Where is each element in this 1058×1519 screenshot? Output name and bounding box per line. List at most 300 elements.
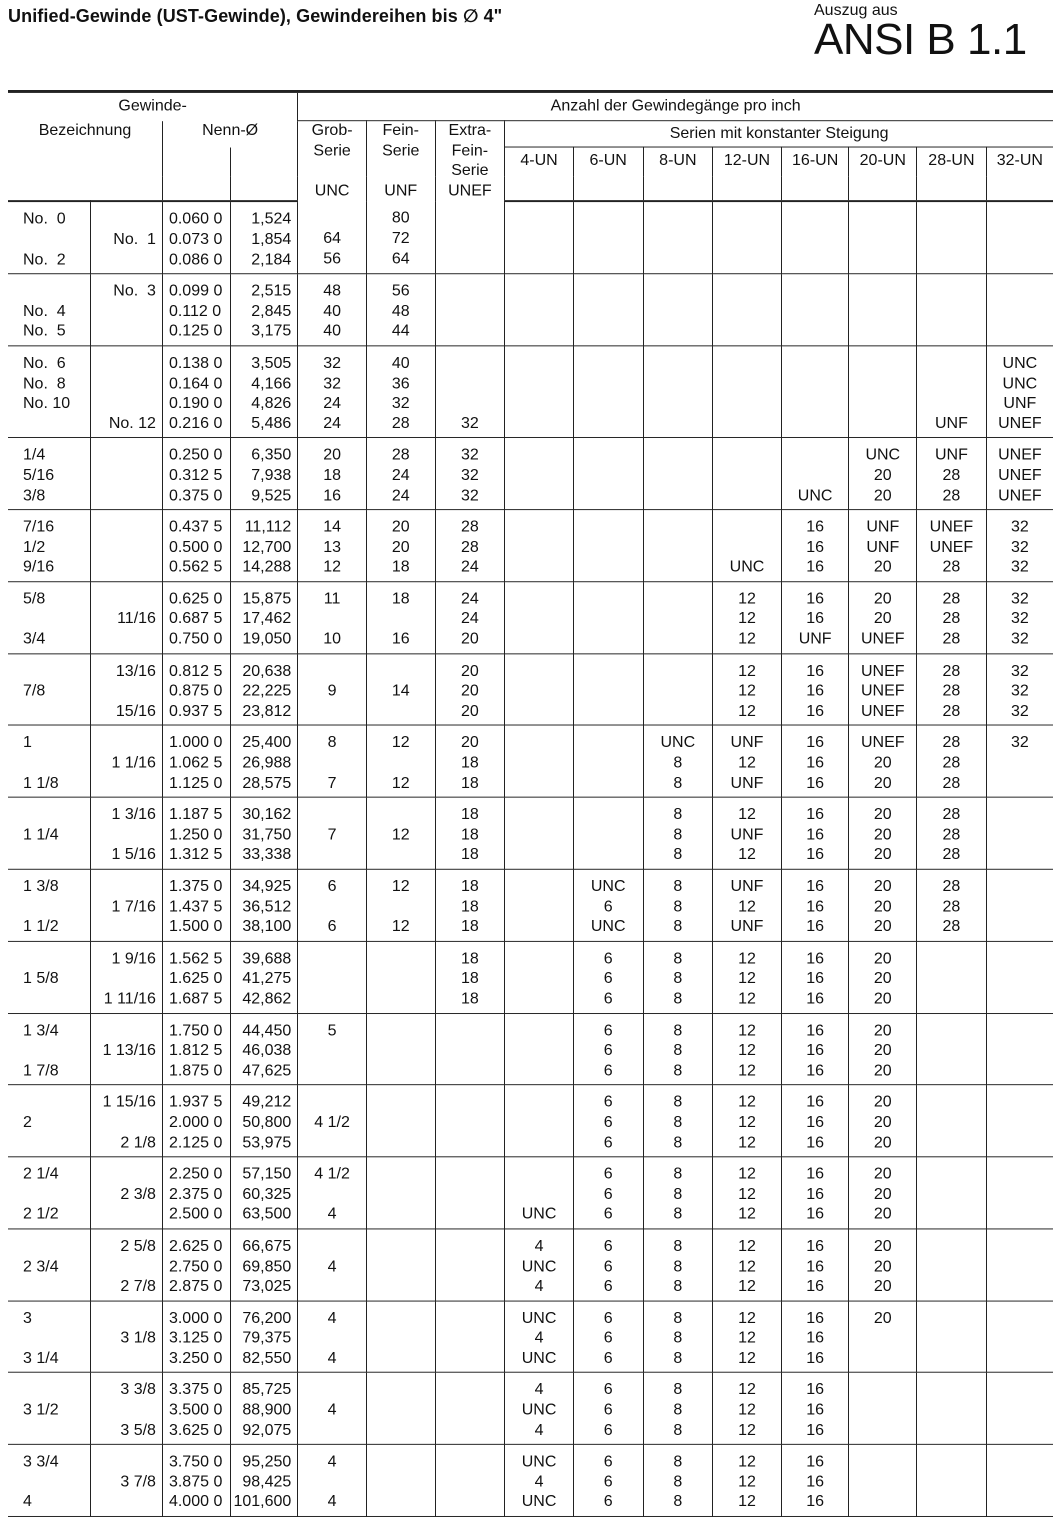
un8-tpi-cell bbox=[643, 654, 713, 726]
un20-tpi-value bbox=[849, 374, 916, 394]
unf-tpi-value: 24 bbox=[391, 467, 410, 484]
unf-tpi-value bbox=[367, 990, 435, 1010]
table-row bbox=[8, 510, 1053, 582]
header-mm-cell bbox=[230, 147, 298, 201]
header-4-un: 4-UN bbox=[505, 147, 574, 201]
designation-col2-value bbox=[91, 826, 156, 846]
designation-col1-value: 2 3/4 bbox=[23, 1258, 59, 1275]
nominal-inch-value: 1.000 0 bbox=[168, 734, 223, 752]
nominal-mm-value: 38,100 bbox=[242, 918, 292, 936]
un6-tpi-value: UNC bbox=[590, 878, 626, 896]
unef-tpi-cell bbox=[435, 1445, 505, 1517]
un20-tpi-value: UNEF bbox=[860, 631, 905, 648]
unef-tpi-cell bbox=[435, 510, 505, 582]
un8-tpi-value bbox=[644, 322, 713, 342]
unf-tpi-value bbox=[367, 970, 435, 990]
un6-tpi-value bbox=[574, 394, 643, 414]
nominal-mm-cell bbox=[230, 438, 298, 510]
designation-col2-value: No. 1 bbox=[113, 231, 156, 248]
un4-tpi-value bbox=[505, 610, 573, 630]
designation-col1-value: 1 7/8 bbox=[23, 1062, 59, 1080]
nominal-mm-value: 44,450 bbox=[242, 1022, 292, 1039]
un16-tpi-value: 16 bbox=[806, 774, 825, 792]
un8-tpi-value: 8 bbox=[673, 898, 683, 916]
un16-tpi-value: 16 bbox=[806, 702, 825, 720]
un6-tpi-cell bbox=[573, 1301, 643, 1373]
unf-tpi-value: 12 bbox=[391, 734, 410, 752]
unf-tpi-value: 56 bbox=[391, 283, 410, 300]
unef-tpi-value bbox=[436, 1473, 505, 1493]
designation-col1-value bbox=[23, 949, 90, 969]
unef-tpi-value: 20 bbox=[460, 631, 479, 648]
un4-tpi-value bbox=[505, 1093, 573, 1113]
un28-tpi-value bbox=[917, 990, 986, 1010]
unef-tpi-value bbox=[436, 1113, 505, 1133]
un28-tpi-value bbox=[917, 1093, 986, 1113]
table-body bbox=[8, 201, 1053, 1516]
un20-tpi-cell bbox=[849, 1445, 917, 1517]
designation-col2-value bbox=[91, 302, 156, 322]
un20-tpi-cell bbox=[849, 438, 917, 510]
un28-tpi-value: 28 bbox=[942, 631, 961, 648]
nominal-inch-value: 2.000 0 bbox=[168, 1114, 223, 1131]
unef-tpi-value bbox=[436, 229, 505, 249]
un20-tpi-value: 20 bbox=[873, 1042, 892, 1060]
nominal-mm-value: 3,175 bbox=[251, 323, 292, 340]
unc-tpi-cell bbox=[298, 1229, 367, 1301]
un32-tpi-cell bbox=[986, 438, 1053, 510]
un20-tpi-value: 20 bbox=[873, 950, 892, 968]
un20-tpi-value: UNF bbox=[866, 518, 900, 536]
unf-tpi-value bbox=[367, 1113, 435, 1133]
header-coarse: Grob- Serie UNC bbox=[298, 121, 367, 202]
un12-tpi-value: 12 bbox=[738, 1094, 756, 1111]
un28-tpi-value: UNEF bbox=[929, 539, 974, 556]
header-20-un: 20-UN bbox=[849, 147, 917, 201]
un28-tpi-value: 28 bbox=[942, 806, 961, 824]
designation-col2-cell bbox=[91, 1301, 163, 1373]
unf-tpi-value: 12 bbox=[391, 918, 410, 936]
designation-col2-value: 1 13/16 bbox=[102, 1042, 156, 1060]
nominal-mm-cell bbox=[230, 1373, 298, 1445]
designation-col2-value bbox=[91, 1113, 156, 1133]
unf-tpi-cell bbox=[366, 1013, 435, 1085]
un4-tpi-value bbox=[505, 590, 573, 610]
designation-col1-value: 3 1/2 bbox=[23, 1402, 59, 1419]
nominal-mm-value: 42,862 bbox=[242, 990, 292, 1008]
nominal-inch-value: 3.250 0 bbox=[168, 1350, 223, 1367]
nominal-mm-value: 20,638 bbox=[242, 662, 292, 680]
header-12-un: 12-UN bbox=[713, 147, 782, 201]
unc-tpi-cell bbox=[298, 941, 367, 1013]
un4-tpi-value: UNC bbox=[521, 1402, 557, 1419]
un32-tpi-cell bbox=[986, 1229, 1053, 1301]
un28-tpi-value bbox=[917, 1185, 986, 1205]
un8-tpi-value: 8 bbox=[673, 918, 683, 936]
page-title: Unified-Gewinde (UST-Gewinde), Gewindereihen bis ∅ 4" bbox=[8, 6, 503, 26]
un4-tpi-cell bbox=[505, 438, 574, 510]
nominal-mm-value: 36,512 bbox=[242, 898, 292, 916]
unc-tpi-value bbox=[298, 846, 366, 866]
un32-tpi-value bbox=[987, 1165, 1053, 1185]
un8-tpi-value: 8 bbox=[673, 1114, 683, 1131]
unef-tpi-value: 32 bbox=[460, 415, 479, 432]
un16-tpi-value: 16 bbox=[806, 1062, 825, 1080]
un16-tpi-value bbox=[782, 374, 849, 394]
unef-tpi-value bbox=[436, 1185, 505, 1205]
unc-tpi-value bbox=[298, 970, 366, 990]
un6-tpi-value: 6 bbox=[603, 1350, 613, 1367]
unc-tpi-value bbox=[298, 1185, 366, 1205]
un4-tpi-value bbox=[505, 949, 573, 969]
un6-tpi-cell bbox=[573, 274, 643, 346]
un12-tpi-cell bbox=[713, 201, 782, 273]
un6-tpi-value: 6 bbox=[603, 1493, 613, 1511]
unef-tpi-value bbox=[436, 1257, 505, 1277]
unf-tpi-value: 20 bbox=[391, 518, 410, 536]
nominal-inch-value: 3.000 0 bbox=[168, 1310, 223, 1327]
unc-tpi-value bbox=[298, 1093, 366, 1113]
nominal-mm-value: 50,800 bbox=[242, 1114, 292, 1131]
nominal-inch-value: 0.164 0 bbox=[168, 375, 223, 392]
unef-tpi-cell bbox=[435, 438, 505, 510]
un32-tpi-cell bbox=[986, 582, 1053, 654]
unef-tpi-value: 32 bbox=[460, 467, 479, 484]
un16-tpi-value: 16 bbox=[806, 1206, 825, 1223]
un20-tpi-value: 20 bbox=[873, 846, 892, 864]
header-nominal-diameter: Nenn-Ø bbox=[162, 121, 297, 147]
un16-tpi-value: 16 bbox=[806, 1473, 825, 1491]
un16-tpi-value: 16 bbox=[806, 990, 825, 1008]
un12-tpi-cell bbox=[713, 274, 782, 346]
unef-tpi-cell bbox=[435, 1013, 505, 1085]
un12-tpi-value bbox=[713, 374, 781, 394]
unef-tpi-cell bbox=[435, 346, 505, 438]
designation-col2-cell bbox=[91, 1013, 163, 1085]
table-row bbox=[8, 941, 1053, 1013]
un4-tpi-value bbox=[505, 322, 573, 342]
designation-col2-value: 1 3/16 bbox=[111, 806, 156, 824]
un32-tpi-cell bbox=[986, 941, 1053, 1013]
un12-tpi-value: 12 bbox=[738, 631, 756, 648]
un12-tpi-value: 12 bbox=[738, 682, 756, 700]
un32-tpi-value bbox=[987, 1021, 1053, 1041]
designation-col2-cell bbox=[91, 1085, 163, 1157]
nominal-mm-value: 63,500 bbox=[242, 1206, 292, 1223]
table-row bbox=[8, 869, 1053, 941]
un8-tpi-cell bbox=[643, 582, 713, 654]
unf-tpi-value bbox=[367, 1133, 435, 1153]
unf-tpi-cell bbox=[366, 274, 435, 346]
unc-tpi-value: 5 bbox=[327, 1022, 337, 1039]
unef-tpi-cell bbox=[435, 1157, 505, 1229]
unf-tpi-cell bbox=[366, 1445, 435, 1517]
unef-tpi-value: 20 bbox=[460, 702, 479, 720]
un4-tpi-value bbox=[505, 210, 573, 230]
un6-tpi-cell bbox=[573, 1157, 643, 1229]
unc-tpi-value: 4 bbox=[327, 1493, 337, 1511]
unc-tpi-value: 4 1/2 bbox=[314, 1114, 350, 1131]
un28-tpi-value bbox=[917, 1257, 986, 1277]
un6-tpi-value: 6 bbox=[603, 1022, 613, 1039]
un32-tpi-value bbox=[987, 826, 1053, 846]
un32-tpi-value: UNEF bbox=[998, 415, 1042, 432]
un20-tpi-value bbox=[849, 394, 916, 414]
un16-tpi-value: 16 bbox=[806, 1022, 825, 1039]
unf-tpi-cell bbox=[366, 201, 435, 273]
unf-tpi-value: 80 bbox=[391, 210, 410, 227]
un8-tpi-value bbox=[644, 302, 713, 322]
un32-tpi-value bbox=[987, 250, 1053, 270]
nominal-mm-cell bbox=[230, 869, 298, 941]
unf-tpi-value bbox=[367, 1329, 435, 1349]
un28-tpi-value: 28 bbox=[942, 559, 961, 576]
un20-tpi-value bbox=[849, 1453, 916, 1473]
unc-tpi-value bbox=[298, 990, 366, 1010]
un4-tpi-cell bbox=[505, 274, 574, 346]
un20-tpi-cell bbox=[849, 654, 917, 726]
un8-tpi-cell bbox=[643, 1445, 713, 1517]
table-row bbox=[8, 1445, 1053, 1517]
unc-tpi-value: 64 bbox=[323, 230, 341, 247]
nominal-inch-value: 3.750 0 bbox=[168, 1453, 223, 1471]
designation-col1-value bbox=[23, 1093, 90, 1113]
unef-tpi-value: 24 bbox=[460, 610, 479, 628]
un8-tpi-cell bbox=[643, 1085, 713, 1157]
un12-tpi-cell bbox=[713, 1013, 782, 1085]
unef-tpi-value: 18 bbox=[460, 878, 479, 896]
un16-tpi-value bbox=[782, 466, 849, 486]
unef-tpi-cell bbox=[435, 1085, 505, 1157]
source-excerpt-label: Auszug aus bbox=[814, 2, 898, 19]
designation-col1-value: No. 5 bbox=[23, 323, 66, 340]
designation-col2-value bbox=[91, 1205, 156, 1225]
unef-tpi-value bbox=[436, 354, 505, 374]
designation-col1-value bbox=[23, 1329, 90, 1349]
unf-tpi-value bbox=[367, 1093, 435, 1113]
unf-tpi-cell bbox=[366, 346, 435, 438]
un16-tpi-cell bbox=[781, 1445, 849, 1517]
nominal-mm-cell bbox=[230, 797, 298, 869]
un28-tpi-value: 28 bbox=[942, 826, 961, 844]
unef-tpi-cell bbox=[435, 1229, 505, 1301]
nominal-inch-value: 1.875 0 bbox=[168, 1062, 223, 1080]
header-fine: Fein- Serie UNF bbox=[366, 121, 435, 202]
nominal-inch-value: 1.687 5 bbox=[168, 990, 223, 1008]
un6-tpi-value bbox=[574, 682, 643, 702]
nominal-inch-value: 2.875 0 bbox=[168, 1278, 223, 1295]
un32-tpi-value bbox=[987, 1205, 1053, 1225]
un6-tpi-value bbox=[574, 354, 643, 374]
un8-tpi-value: 8 bbox=[673, 1042, 683, 1060]
un28-tpi-value bbox=[917, 1473, 986, 1493]
nominal-mm-value: 28,575 bbox=[242, 774, 292, 792]
un12-tpi-value: 12 bbox=[738, 702, 756, 720]
unc-tpi-value: 4 1/2 bbox=[314, 1166, 350, 1183]
un16-tpi-value bbox=[782, 250, 849, 270]
un12-tpi-cell bbox=[713, 1445, 782, 1517]
un28-tpi-value: 28 bbox=[942, 734, 961, 752]
un16-tpi-value: 16 bbox=[806, 826, 825, 844]
un32-tpi-value bbox=[987, 1062, 1053, 1082]
designation-col2-value bbox=[91, 1257, 156, 1277]
un4-tpi-value bbox=[505, 374, 573, 394]
un32-tpi-value bbox=[987, 302, 1053, 322]
un6-tpi-value: 6 bbox=[603, 1310, 613, 1327]
designation-col1-cell bbox=[8, 725, 91, 797]
un8-tpi-value: 8 bbox=[673, 1278, 683, 1295]
un6-tpi-value: 6 bbox=[603, 1186, 613, 1203]
unf-tpi-value: 12 bbox=[391, 774, 410, 792]
unc-tpi-value: 7 bbox=[327, 826, 337, 844]
designation-col2-cell bbox=[91, 201, 163, 273]
un12-tpi-value: 12 bbox=[738, 1381, 756, 1399]
designation-col2-value bbox=[91, 1349, 156, 1369]
un16-tpi-value: 16 bbox=[806, 539, 825, 556]
unf-tpi-cell bbox=[366, 1229, 435, 1301]
nominal-mm-value: 1,524 bbox=[251, 211, 292, 228]
designation-col2-value bbox=[91, 374, 156, 394]
nominal-mm-value: 57,150 bbox=[242, 1166, 292, 1183]
nominal-inch-value: 0.086 0 bbox=[168, 251, 223, 268]
un28-tpi-value: 28 bbox=[942, 682, 961, 700]
un16-tpi-value: 16 bbox=[806, 682, 825, 700]
un4-tpi-value: UNC bbox=[521, 1453, 557, 1471]
designation-col2-value: No. 12 bbox=[108, 415, 156, 432]
unc-tpi-value bbox=[298, 209, 366, 229]
un28-tpi-value bbox=[917, 250, 986, 270]
table-row bbox=[8, 582, 1053, 654]
un8-tpi-value bbox=[644, 210, 713, 230]
un4-tpi-value bbox=[505, 1165, 573, 1185]
unf-tpi-value: 18 bbox=[391, 559, 410, 576]
un12-tpi-cell bbox=[713, 1301, 782, 1373]
designation-col1-value: 1/2 bbox=[23, 539, 46, 556]
unc-tpi-value bbox=[298, 702, 366, 722]
nominal-inch-value: 0.312 5 bbox=[168, 467, 223, 484]
un32-tpi-value bbox=[987, 1113, 1053, 1133]
un4-tpi-value bbox=[505, 734, 573, 754]
designation-col2-value bbox=[91, 918, 156, 938]
nominal-mm-cell bbox=[230, 725, 298, 797]
header-extra-fine: Extra- Fein- Serie UNEF bbox=[435, 121, 505, 202]
designation-col2-value: 1 7/16 bbox=[111, 898, 156, 916]
un20-tpi-value: 20 bbox=[873, 898, 892, 916]
un32-tpi-value bbox=[987, 918, 1053, 938]
un16-tpi-value: 16 bbox=[806, 1258, 825, 1275]
un32-tpi-value bbox=[987, 990, 1053, 1010]
un6-tpi-cell bbox=[573, 346, 643, 438]
un8-tpi-value bbox=[644, 518, 713, 538]
unef-tpi-value bbox=[436, 1277, 505, 1297]
un28-tpi-value bbox=[917, 949, 986, 969]
un16-tpi-value: 16 bbox=[806, 1330, 825, 1347]
designation-col2-value bbox=[91, 354, 156, 374]
un20-tpi-cell bbox=[849, 1085, 917, 1157]
un12-tpi-value: 12 bbox=[738, 1473, 756, 1491]
un8-tpi-value bbox=[644, 682, 713, 702]
header-designation: Bezeichnung bbox=[8, 121, 162, 202]
unc-tpi-cell bbox=[298, 510, 367, 582]
unef-tpi-value bbox=[436, 209, 505, 229]
designation-col1-value: 3 bbox=[23, 1310, 32, 1327]
unc-tpi-cell bbox=[298, 438, 367, 510]
un8-tpi-value: 8 bbox=[673, 1330, 683, 1347]
nominal-inch-value: 1.125 0 bbox=[168, 774, 223, 792]
unf-tpi-cell bbox=[366, 1157, 435, 1229]
unf-tpi-value bbox=[367, 1205, 435, 1225]
unf-tpi-value bbox=[367, 806, 435, 826]
un8-tpi-value: 8 bbox=[673, 950, 683, 968]
designation-col2-value bbox=[91, 630, 156, 650]
un6-tpi-value: 6 bbox=[603, 1278, 613, 1295]
un20-tpi-value: 20 bbox=[873, 1134, 892, 1151]
nominal-mm-value: 33,338 bbox=[242, 846, 292, 864]
standard-name: ANSI B 1.1 bbox=[814, 15, 1027, 64]
un16-tpi-value: 16 bbox=[806, 846, 825, 864]
un4-tpi-value bbox=[505, 918, 573, 938]
un28-tpi-value bbox=[917, 1421, 986, 1441]
unc-tpi-value bbox=[298, 1133, 366, 1153]
un8-tpi-value bbox=[644, 662, 713, 682]
un8-tpi-cell bbox=[643, 725, 713, 797]
un20-tpi-value: 20 bbox=[873, 610, 892, 628]
designation-col1-value bbox=[23, 414, 90, 434]
un6-tpi-value: 6 bbox=[603, 1422, 613, 1439]
un16-tpi-cell bbox=[781, 510, 849, 582]
nominal-mm-value: 46,038 bbox=[242, 1042, 292, 1060]
un6-tpi-value bbox=[574, 414, 643, 434]
designation-col2-value bbox=[91, 590, 156, 610]
un32-tpi-value bbox=[987, 1041, 1053, 1061]
un6-tpi-value bbox=[574, 322, 643, 342]
nominal-inch-value: 3.500 0 bbox=[168, 1402, 223, 1419]
un12-tpi-cell bbox=[713, 582, 782, 654]
nominal-mm-cell bbox=[230, 1013, 298, 1085]
un6-tpi-value: 6 bbox=[603, 970, 613, 988]
nominal-mm-cell bbox=[230, 201, 298, 273]
un12-tpi-value: 12 bbox=[738, 1134, 756, 1151]
header-tpi-title: Anzahl der Gewindegänge pro inch bbox=[298, 91, 1053, 120]
un20-tpi-value bbox=[849, 1349, 916, 1369]
nominal-inch-value: 2.500 0 bbox=[168, 1206, 223, 1223]
unc-tpi-value: 20 bbox=[323, 447, 341, 464]
un16-tpi-value: 16 bbox=[806, 1042, 825, 1060]
unf-tpi-value bbox=[367, 1185, 435, 1205]
unc-tpi-value bbox=[298, 806, 366, 826]
unc-tpi-value: 6 bbox=[327, 878, 337, 896]
un16-tpi-value: 16 bbox=[806, 950, 825, 968]
nominal-mm-value: 22,225 bbox=[242, 682, 292, 700]
un32-tpi-value bbox=[987, 1257, 1053, 1277]
designation-col2-value: 15/16 bbox=[115, 702, 156, 720]
unc-tpi-cell bbox=[298, 274, 367, 346]
un32-tpi-value bbox=[987, 1401, 1053, 1421]
unef-tpi-value: 28 bbox=[460, 539, 479, 556]
un20-tpi-value: 20 bbox=[873, 1238, 892, 1255]
designation-col2-value: 1 5/16 bbox=[111, 846, 156, 864]
unef-tpi-value bbox=[436, 394, 505, 414]
designation-col1-cell bbox=[8, 1013, 91, 1085]
unef-tpi-value bbox=[436, 374, 505, 394]
un32-tpi-cell bbox=[986, 346, 1053, 438]
designation-col1-cell bbox=[8, 510, 91, 582]
un16-tpi-cell bbox=[781, 346, 849, 438]
un4-tpi-value bbox=[505, 1041, 573, 1061]
un16-tpi-cell bbox=[781, 201, 849, 273]
designation-col1-value: 5/16 bbox=[23, 467, 55, 484]
designation-col2-value bbox=[91, 518, 156, 538]
